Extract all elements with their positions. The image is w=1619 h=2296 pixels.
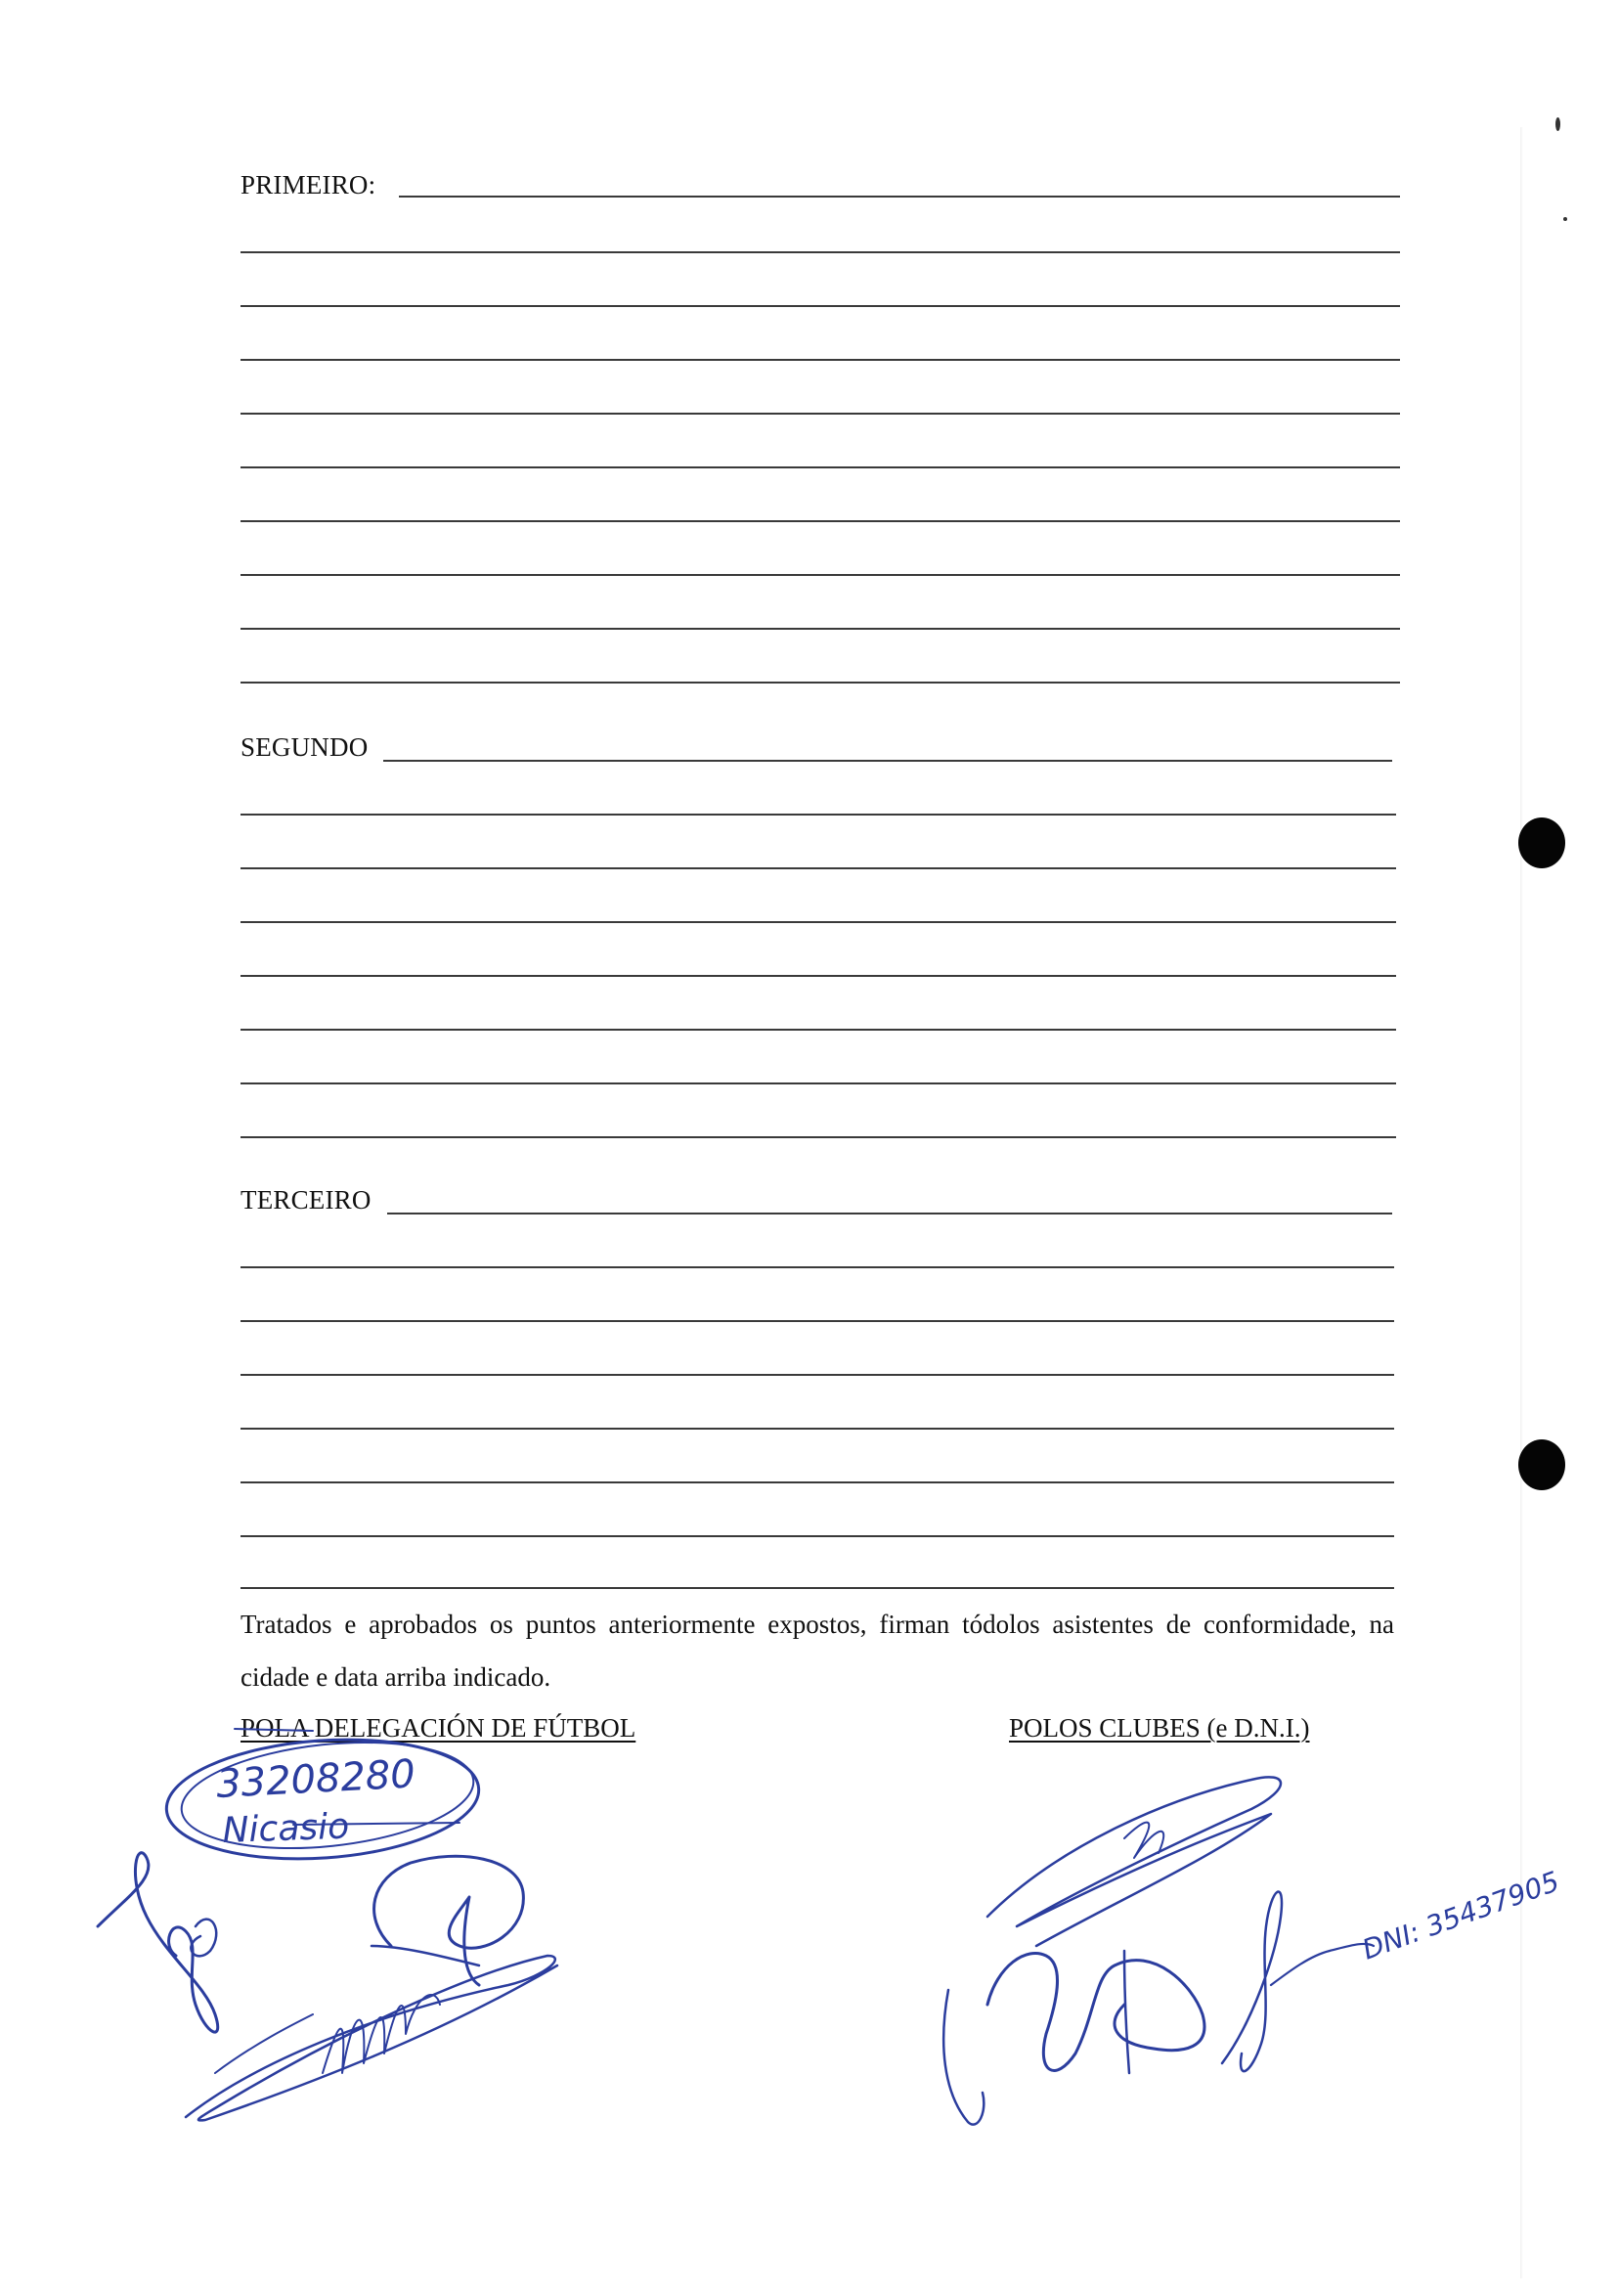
signature-stroke (943, 1990, 984, 2125)
signature-stroke (1124, 1951, 1129, 2073)
signature-stroke (215, 2014, 313, 2073)
section-label-primeiro: PRIMEIRO: (241, 170, 376, 199)
clubs-signature-3 (1222, 1865, 1563, 2071)
delegation-signature-2 (186, 1856, 557, 2120)
delegation-signature-1 (98, 1853, 218, 2032)
signature-stroke (191, 1920, 216, 1957)
section-label-terceiro: TERCEIRO (241, 1185, 372, 1214)
signature-stroke (1271, 1944, 1374, 1985)
signature-stroke (98, 1853, 218, 2032)
signature-stroke (987, 1777, 1281, 1946)
delegation-handwritten-name: Nicasio (221, 1806, 350, 1851)
signature-stroke (1222, 1892, 1282, 2072)
delegation-handwritten-number: 33208280 (215, 1751, 416, 1807)
clubs-signature-label: POLOS CLUBES (e D.N.I.) (1009, 1713, 1310, 1743)
clubs-signature-2 (943, 1951, 1204, 2125)
closing-paragraph: Tratados e aprobados os puntos anteriormente expostos, firman tódolos asistentes de conformidade, na cidade e data arriba indicado. (241, 1610, 1394, 1692)
signature-stroke (987, 1953, 1204, 2070)
strike-line (235, 1729, 313, 1731)
section-label-segundo: SEGUNDO (241, 732, 369, 762)
clubs-handwritten-dni: DNI: 35437905 (1358, 1865, 1564, 1966)
signature-stroke (374, 1856, 524, 1985)
delegation-handwriting (162, 1729, 483, 1869)
signature-stroke (1124, 1823, 1163, 1858)
delegation-signature-label: POLA DELEGACIÓN DE FÚTBOL (241, 1713, 636, 1743)
clubs-signature-1 (987, 1777, 1281, 1946)
